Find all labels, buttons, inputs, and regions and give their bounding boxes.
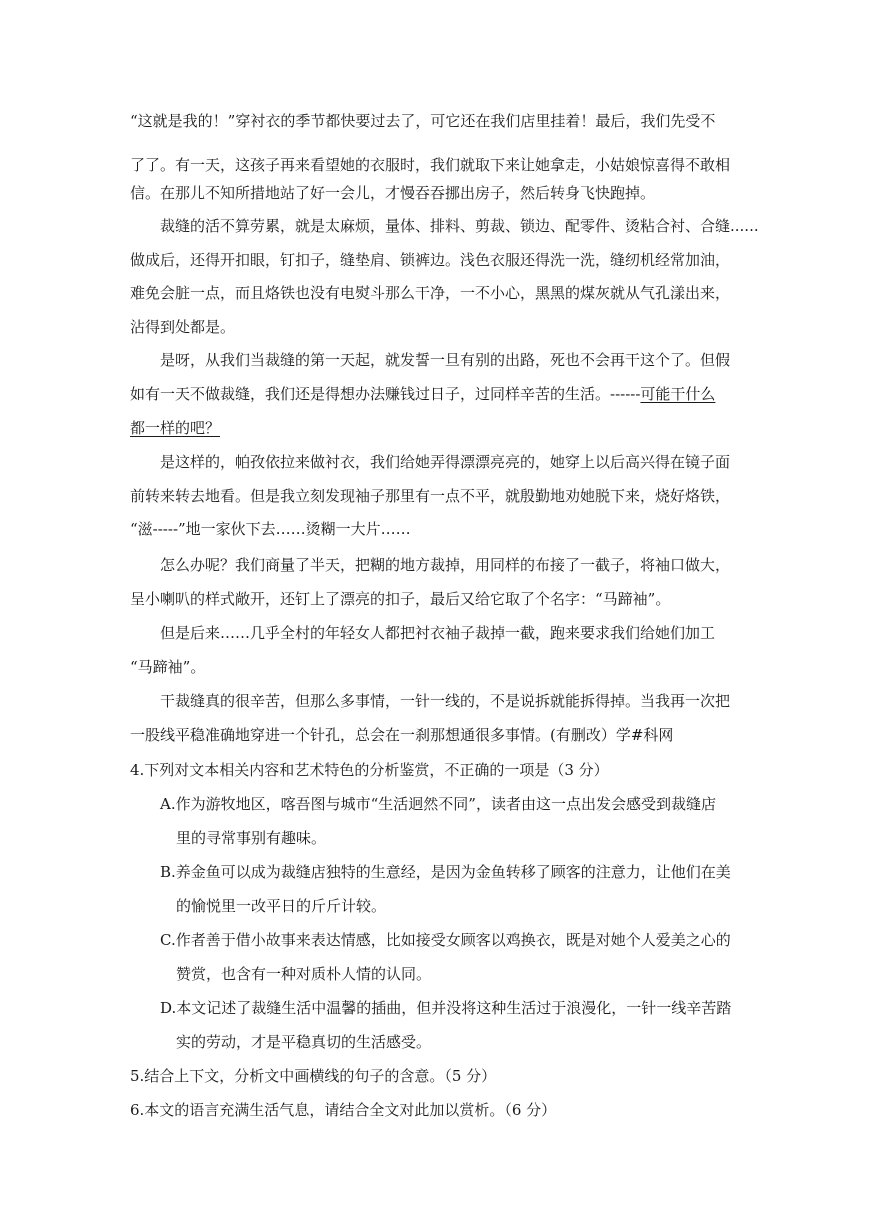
passage-line: 信。在那儿不知所措地站了好一会儿，才慢吞吞挪出房子，然后转身飞快跑掉。 [130, 184, 656, 202]
passage-line: 但是后来……几乎全村的年轻女人都把衬衣袖子裁掉一截，跑来要求我们给她们加工 [160, 624, 716, 642]
passage-line [130, 384, 715, 404]
option-a-cont: 里的寻常事别有趣味。 [176, 829, 327, 847]
option-c: C.作者善于借小故事来表达情感，比如接受女顾客以鸡换衣，既是对她个人爱美之心的 [160, 931, 731, 949]
passage-line: 呈小喇叭的样式敞开，还钉上了漂亮的扣子，最后又给它取了个名字：“马蹄袖”。 [130, 590, 671, 608]
option-c-cont: 赞赏，也含有一种对质朴人情的认同。 [176, 965, 432, 983]
passage-line: “滋-----”地一家伙下去……烫糊一大片…… [130, 520, 411, 538]
underlined-sentence: 可能干什么 [640, 385, 716, 403]
passage-line: “这就是我的！”穿衬衣的季节都快要过去了，可它还在我们店里挂着！最后，我们先受不 [130, 112, 716, 130]
passage-line: 做成后，还得开扣眼，钉扣子，缝垫肩、锁裤边。浅色衣服还得洗一洗，缝纫机经常加油， [130, 251, 731, 269]
option-b: B.养金鱼可以成为裁缝店独特的生意经，是因为金鱼转移了顾客的注意力，让他们在美 [160, 863, 731, 881]
passage-line: 干裁缝真的很辛苦，但那么多事情，一针一线的，不是说拆就能拆得掉。当我再一次把 [160, 692, 731, 710]
passage-line: 一股线平稳准确地穿进一个针孔，总会在一刹那想通很多事情。(有删改）学#科网 [130, 726, 674, 744]
question-6: 6.本文的语言充满生活气息，请结合全文对此加以赏析。（6 分） [130, 1101, 557, 1119]
passage-line [130, 418, 220, 438]
option-a: A.作为游牧地区，喀吾图与城市“生活迥然不同”，读者由这一点出发会感受到裁缝店 [160, 795, 716, 813]
passage-line: 前转来转去地看。但是我立刻发现袖子那里有一点不平，就殷勤地劝她脱下来，烧好烙铁， [130, 487, 731, 505]
question-4-stem: 4.下列对文本相关内容和艺术特色的分析鉴赏，不正确的一项是（3 分） [130, 761, 609, 779]
passage-line: 是呀，从我们当裁缝的第一天起，就发誓一旦有别的出路，死也不会再干这个了。但假 [160, 351, 731, 369]
passage-text: 如有一天不做裁缝，我们还是得想办法赚钱过日子，过同样辛苦的生活。------ [130, 385, 641, 403]
option-d-cont: 实的劳动，才是平稳真切的生活感受。 [176, 1033, 432, 1051]
passage-line: 难免会脏一点，而且烙铁也没有电熨斗那么干净，一不小心，黑黑的煤灰就从气孔漾出来， [130, 284, 731, 302]
option-d: D.本文记述了裁缝生活中温馨的插曲，但并没将这种生活过于浪漫化，一针一线辛苦踏 [160, 999, 732, 1017]
underlined-sentence: 都一样的吧？ [130, 419, 221, 437]
passage-line: 了了。有一天，这孩子再来看望她的衣服时，我们就取下来让她拿走，小姑娘惊喜得不敢相 [130, 156, 731, 174]
option-b-cont: 的愉悦里一改平日的斤斤计较。 [176, 897, 387, 915]
passage-line: 怎么办呢？我们商量了半天，把糊的地方裁掉，用同样的布接了一截子，将袖口做大， [160, 556, 731, 574]
question-5: 5.结合上下文，分析文中画横线的句子的含意。（5 分） [130, 1067, 497, 1085]
passage-line: 裁缝的活不算劳累，就是太麻烦，量体、排料、剪裁、锁边、配零件、烫粘合衬、合缝...... [160, 217, 759, 235]
passage-line: “马蹄袖”。 [130, 658, 206, 676]
passage-line: 是这样的，帕孜依拉来做衬衣，我们给她弄得漂漂亮亮的，她穿上以后高兴得在镜子面 [160, 453, 731, 471]
passage-line: 沾得到处都是。 [130, 318, 236, 336]
